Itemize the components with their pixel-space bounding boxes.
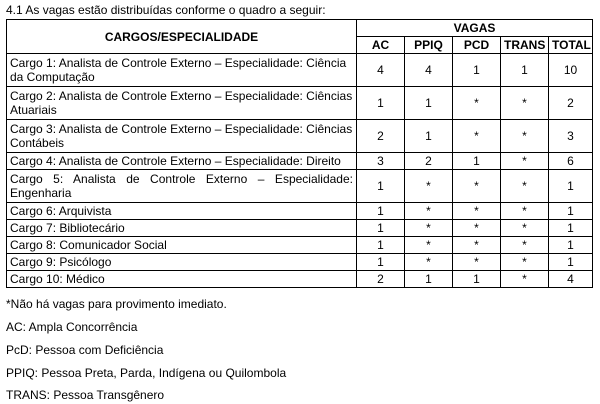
cargo-cell: Cargo 9: Psicólogo [7, 254, 357, 271]
column-header-total: TOTAL [549, 37, 593, 54]
ppiq-cell: 1 [405, 271, 453, 288]
trans-cell: * [501, 271, 549, 288]
legend-ac: AC: Ampla Concorrência [6, 320, 138, 334]
pcd-cell: 1 [453, 54, 501, 87]
trans-cell: * [501, 254, 549, 271]
trans-cell: 1 [501, 54, 549, 87]
trans-cell: * [501, 87, 549, 120]
ac-cell: 1 [357, 203, 405, 220]
pcd-cell: * [453, 170, 501, 203]
header-cargos: CARGOS/ESPECIALIDADE [7, 20, 357, 54]
ac-cell: 1 [357, 254, 405, 271]
legend-trans: TRANS: Pessoa Transgênero [6, 388, 165, 402]
table-row [7, 54, 593, 87]
table-row [7, 120, 593, 153]
column-header-pcd: PCD [453, 37, 501, 54]
ppiq-cell: * [405, 220, 453, 237]
ppiq-cell: * [405, 237, 453, 254]
table-row [7, 220, 593, 237]
pcd-cell: 1 [453, 153, 501, 170]
total-cell: 1 [549, 203, 593, 220]
trans-cell: * [501, 120, 549, 153]
table-row [7, 87, 593, 120]
total-cell: 6 [549, 153, 593, 170]
table-row [7, 254, 593, 271]
table-row [7, 271, 593, 288]
cargo-cell: Cargo 10: Médico [7, 271, 357, 288]
cargo-cell: Cargo 2: Analista de Controle Externo – Especialidade: Ciências Atuariais [7, 87, 357, 120]
vagas-table [6, 19, 593, 288]
pcd-cell: * [453, 120, 501, 153]
cargo-cell: Cargo 4: Analista de Controle Externo – Especialidade: Direito [7, 153, 357, 170]
ac-cell: 1 [357, 87, 405, 120]
ppiq-cell: * [405, 203, 453, 220]
ppiq-cell: 1 [405, 120, 453, 153]
table-row [7, 203, 593, 220]
column-header-ppiq: PPIQ [405, 37, 453, 54]
trans-cell: * [501, 170, 549, 203]
total-cell: 3 [549, 120, 593, 153]
total-cell: 10 [549, 54, 593, 87]
ppiq-cell: 1 [405, 87, 453, 120]
pcd-cell: * [453, 203, 501, 220]
ac-cell: 1 [357, 170, 405, 203]
ac-cell: 4 [357, 54, 405, 87]
total-cell: 1 [549, 254, 593, 271]
header-vagas: VAGAS [357, 20, 593, 37]
ppiq-cell: 2 [405, 153, 453, 170]
section-intro: 4.1 As vagas estão distribuídas conforme o quadro a seguir: [6, 3, 326, 17]
pcd-cell: 1 [453, 271, 501, 288]
pcd-cell: * [453, 220, 501, 237]
pcd-cell: * [453, 237, 501, 254]
total-cell: 1 [549, 220, 593, 237]
cargo-cell: Cargo 3: Analista de Controle Externo – Especialidade: Ciências Contábeis [7, 120, 357, 153]
ppiq-cell: * [405, 254, 453, 271]
total-cell: 2 [549, 87, 593, 120]
footnote-no-vacancies: *Não há vagas para provimento imediato. [6, 297, 227, 311]
table-row [7, 237, 593, 254]
table-row [7, 170, 593, 203]
ac-cell: 3 [357, 153, 405, 170]
pcd-cell: * [453, 254, 501, 271]
trans-cell: * [501, 153, 549, 170]
legend-pcd: PcD: Pessoa com Deficiência [6, 343, 164, 357]
total-cell: 1 [549, 170, 593, 203]
trans-cell: * [501, 237, 549, 254]
ppiq-cell: 4 [405, 54, 453, 87]
cargo-cell: Cargo 7: Bibliotecário [7, 220, 357, 237]
ac-cell: 2 [357, 271, 405, 288]
ac-cell: 2 [357, 120, 405, 153]
table-row [7, 153, 593, 170]
total-cell: 1 [549, 237, 593, 254]
column-header-trans: TRANS [501, 37, 549, 54]
legend-ppiq: PPIQ: Pessoa Preta, Parda, Indígena ou Quilombola [6, 366, 287, 380]
ac-cell: 1 [357, 237, 405, 254]
ppiq-cell: * [405, 170, 453, 203]
cargo-cell: Cargo 6: Arquivista [7, 203, 357, 220]
column-header-ac: AC [357, 37, 405, 54]
trans-cell: * [501, 203, 549, 220]
cargo-cell: Cargo 1: Analista de Controle Externo – Especialidade: Ciência da Computação [7, 54, 357, 87]
ac-cell: 1 [357, 220, 405, 237]
total-cell: 4 [549, 271, 593, 288]
cargo-cell: Cargo 5: Analista de Controle Externo – Especialidade: Engenharia [7, 170, 357, 203]
cargo-cell: Cargo 8: Comunicador Social [7, 237, 357, 254]
trans-cell: * [501, 220, 549, 237]
pcd-cell: * [453, 87, 501, 120]
